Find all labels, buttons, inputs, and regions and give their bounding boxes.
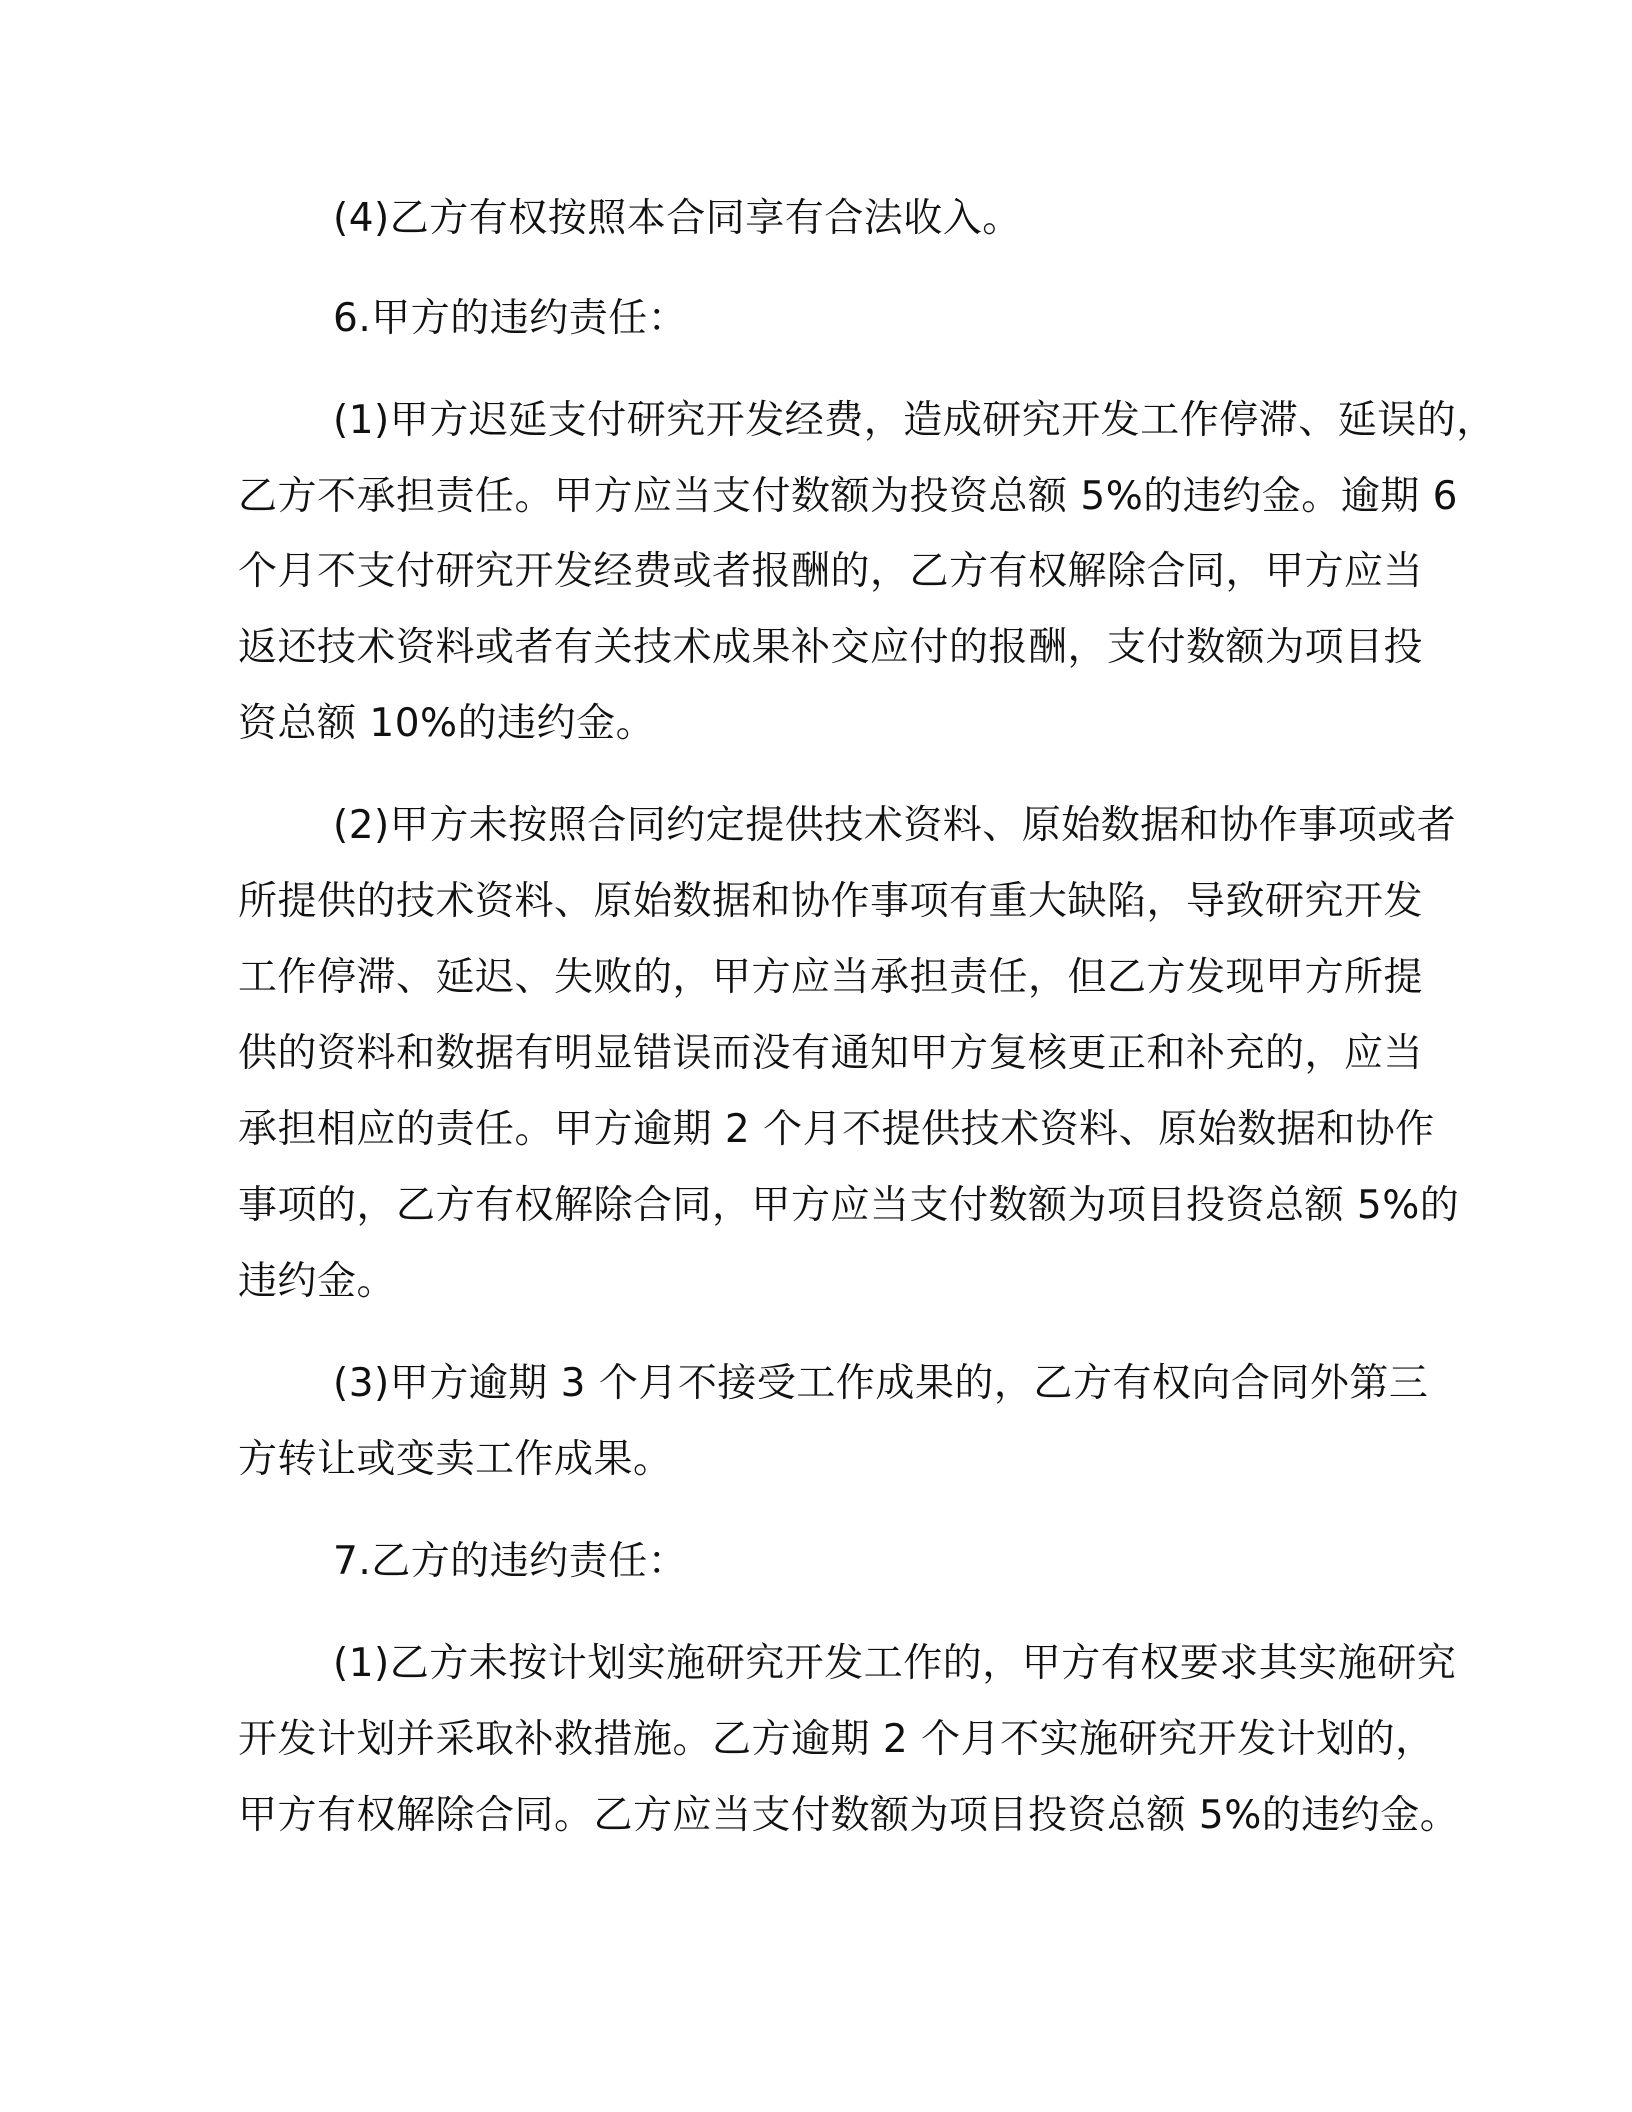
paragraph-line: 违约金。 [238,1259,397,1304]
paragraph-line: 承担相应的责任。甲方逾期 2 个月不提供技术资料、原始数据和协作 [238,1107,1435,1152]
paragraph-line: 甲方有权解除合同。乙方应当支付数额为项目投资总额 5%的违约金。 [238,1793,1460,1838]
paragraph-line: (4)乙方有权按照本合同享有合法收入。 [333,196,1022,241]
section-heading: 6.甲方的违约责任： [333,296,688,341]
paragraph-line: (2)甲方未按照合同约定提供技术资料、原始数据和协作事项或者 [333,803,1457,848]
paragraph-line: 供的资料和数据有明显错误而没有通知甲方复核更正和补充的，应当 [238,1031,1424,1076]
paragraph-line: 返还技术资料或者有关技术成果补交应付的报酬，支付数额为项目投 [238,625,1424,670]
paragraph-line: 方转让或变卖工作成果。 [238,1437,673,1482]
paragraph-line: (1)乙方未按计划实施研究开发工作的，甲方有权要求其实施研究 [333,1641,1457,1686]
paragraph-line: 个月不支付研究开发经费或者报酬的，乙方有权解除合同，甲方应当 [238,549,1424,594]
paragraph-line: 工作停滞、延迟、失败的，甲方应当承担责任，但乙方发现甲方所提 [238,955,1424,1000]
paragraph-line: 资总额 10%的违约金。 [238,701,656,746]
paragraph-line: 开发计划并采取补救措施。乙方逾期 2 个月不实施研究开发计划的， [238,1717,1435,1762]
paragraph-line: 乙方不承担责任。甲方应当支付数额为投资总额 5%的违约金。逾期 6 [238,474,1458,519]
paragraph-line: (1)甲方迟延支付研究开发经费，造成研究开发工作停滞、延误的， [333,398,1496,443]
paragraph-line: (3)甲方逾期 3 个月不接受工作成果的，乙方有权向合同外第三 [333,1361,1429,1406]
paragraph-line: 事项的，乙方有权解除合同，甲方应当支付数额为项目投资总额 5%的 [238,1183,1460,1228]
section-heading: 7.乙方的违约责任： [333,1539,688,1584]
paragraph-line: 所提供的技术资料、原始数据和协作事项有重大缺陷，导致研究开发 [238,879,1424,924]
